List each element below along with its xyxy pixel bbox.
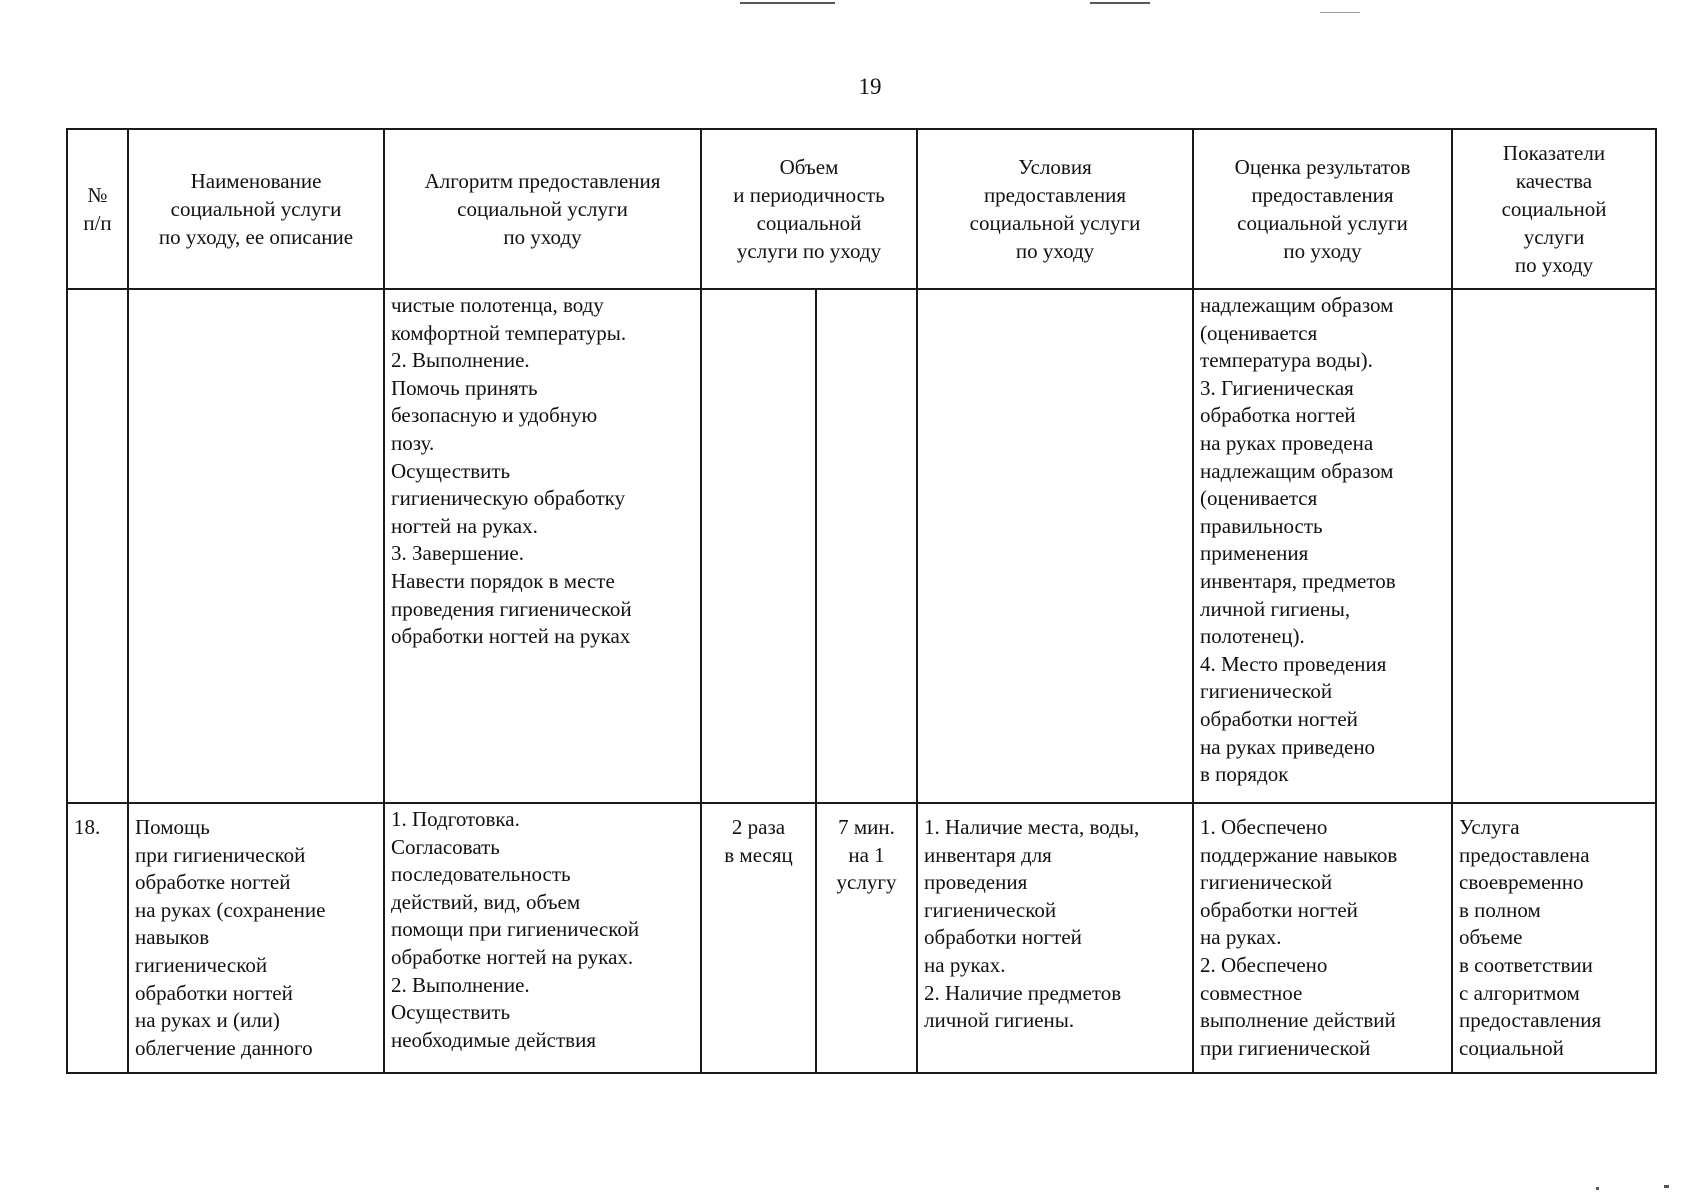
table-header-row <box>67 129 1656 289</box>
cell-duration: 7 мин. на 1 услугу <box>816 803 917 1073</box>
cell-quality-indicators <box>1452 289 1656 803</box>
header-conditions: Условия предоставления социальной услуги по уходу <box>917 129 1193 289</box>
cell-conditions: 1. Наличие места, воды, инвентаря для проведения гигиенической обработки ногтей на руках. 2. Наличие предметов личной гигиены. <box>917 803 1193 1073</box>
scan-artifact-top <box>1090 2 1150 4</box>
header-quality-indicators: Показатели качества социальной услуги по уходу <box>1452 129 1656 289</box>
cell-evaluation: 1. Обеспечено поддержание навыков гигиенической обработки ногтей на руках. 2. Обеспечено совместное выполнение действий при гигиенической <box>1193 803 1452 1073</box>
cell-service-name <box>128 289 384 803</box>
cell-service-name: Помощь при гигиенической обработке ногтей на руках (сохранение навыков гигиенической обработки ногтей на руках и (или) облегчение данного <box>128 803 384 1073</box>
header-evaluation: Оценка результатов предоставления социальной услуги по уходу <box>1193 129 1452 289</box>
cell-conditions <box>917 289 1193 803</box>
header-algorithm: Алгоритм предоставления социальной услуги по уходу <box>384 129 701 289</box>
cell-algorithm: 1. Подготовка. Согласовать последовательность действий, вид, объем помощи при гигиенической обработке ногтей на руках. 2. Выполнение. Осуществить необходимые действия <box>384 803 701 1073</box>
table-row-18 <box>67 803 1656 1073</box>
scan-artifact-bottom <box>1664 1185 1669 1188</box>
scan-artifact-top <box>740 2 835 4</box>
table-row-continued <box>67 289 1656 803</box>
cell-periodicity <box>701 289 816 803</box>
scan-artifact-bottom <box>1596 1187 1599 1190</box>
cell-number: 18. <box>67 803 128 1073</box>
cell-evaluation: надлежащим образом (оценивается температура воды). 3. Гигиеническая обработка ногтей на руках проведена надлежащим образом (оценивается правильность применения инвентаря, предметов личной гигиены, полотенец). 4. Место проведения гигиенической обработки ногтей на руках приведено в порядок <box>1193 289 1452 803</box>
cell-duration <box>816 289 917 803</box>
cell-periodicity: 2 раза в месяц <box>701 803 816 1073</box>
page-number: 19 <box>858 74 882 99</box>
header-number: № п/п <box>67 129 128 289</box>
scan-artifact-top <box>1320 12 1360 13</box>
header-service-name: Наименование социальной услуги по уходу, ее описание <box>128 129 384 289</box>
cell-number <box>67 289 128 803</box>
cell-quality-indicators: Услуга предоставлена своевременно в полном объеме в соответствии с алгоритмом предоставления социальной <box>1452 803 1656 1073</box>
services-table <box>66 128 1657 1074</box>
cell-algorithm: чистые полотенца, воду комфортной температуры. 2. Выполнение. Помочь принять безопасную и удобную позу. Осуществить гигиеническую обработку ногтей на руках. 3. Завершение. Навести порядок в месте проведения гигиенической обработки ногтей на руках <box>384 289 701 803</box>
header-volume-periodicity: Объем и периодичность социальной услуги по уходу <box>701 129 917 289</box>
